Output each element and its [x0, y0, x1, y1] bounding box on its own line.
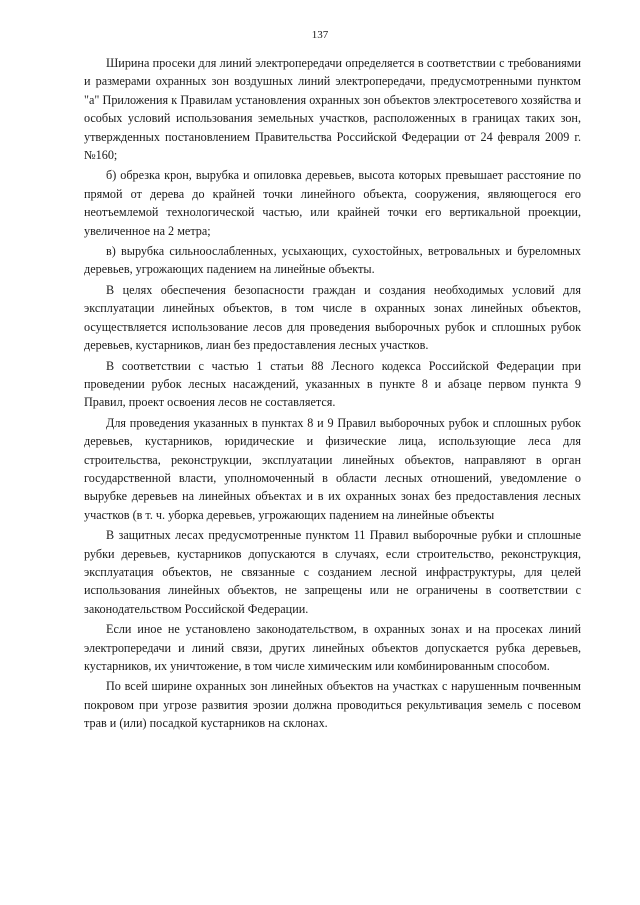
- paragraph-protective-forests: В защитных лесах предусмотренные пунктом 11 Правил выборочные рубки и сплошные рубки деревьев, кустарников допускаются в случаях, если строительство, реконструкция, эксплуатация объектов, не связанные с созданием лесной инфраструктуры, для целей использования линейных объектов, не запрещены или не ограничены в соответствии с законодательством Российской Федерации.: [84, 528, 581, 616]
- paragraph-clearing-width: Ширина просеки для линий электропередачи определяется в соответствии с требованиями и размерами охранных зон воздушных линий электропередачи, предусмотренными пунктом "а" Приложения к Правилам установления охранных зон объектов электросетевого хозяйства и особых условий использования земельных участков, расположенных в границах таких зон, утвержденных постановлением Правительства Российской Федерации от 24 февраля 2009 г. №160;: [84, 56, 581, 163]
- paragraph-weakened-trees: в) вырубка сильноослабленных, усыхающих, сухостойных, ветровальных и буреломных деревьев, угрожающих падением на линейные объекты.: [84, 244, 581, 277]
- document-body: [84, 54, 581, 735]
- paragraph-forest-code: В соответствии с частью 1 статьи 88 Лесного кодекса Российской Федерации при проведении рубок лесных насаждений, указанных в пункте 8 и абзаце первом пункта 9 Правил, проект освоения лесов не составляется.: [84, 358, 581, 410]
- paragraph-safety-purposes: В целях обеспечения безопасности граждан и создания необходимых условий для эксплуатации линейных объектов, в том числе в охранных зонах линейных объектов, осуществляется использование лесов для проведения выборочных рубок и сплошных рубок деревьев, кустарников, лиан без предоставления лесных участков.: [84, 282, 581, 353]
- paragraph-recultivation: По всей ширине охранных зон линейных объектов на участках с нарушенным почвенным покровом при угрозе развития эрозии должна проводиться рекультивация земель с посевом трав и (или) посадкой кустарников на склонах.: [84, 679, 581, 731]
- paragraph-notification: Для проведения указанных в пунктах 8 и 9 Правил выборочных рубок и сплошных рубок деревьев, кустарников, юридические и физические лица, использующие леса для строительства, реконструкции, эксплуатации линейных объектов, направляют в орган государственной власти, уполномоченный в области лесных отношений, уведомление о вырубке деревьев на линейных объектах и в их охранных зонах без предоставления лесных участков (в т. ч. уборка деревьев, угрожающих падением на линейные объекты: [84, 415, 581, 522]
- paragraph-protection-zones: Если иное не установлено законодательством, в охранных зонах и на просеках линий электропередачи и линий связи, других линейных объектов допускается рубка деревьев, кустарников, их уничтожение, в том числе химическим или комбинированным способом.: [84, 622, 581, 673]
- page-number: 137: [311, 29, 329, 41]
- paragraph-crown-trimming: б) обрезка крон, вырубка и опиловка деревьев, высота которых превышает расстояние по прямой от дерева до крайней точки линейного объекта, сооружения, являющегося его неотъемлемой технологической частью, или крайней точки его вертикальной проекции, увеличенное на 2 метра;: [84, 168, 581, 238]
